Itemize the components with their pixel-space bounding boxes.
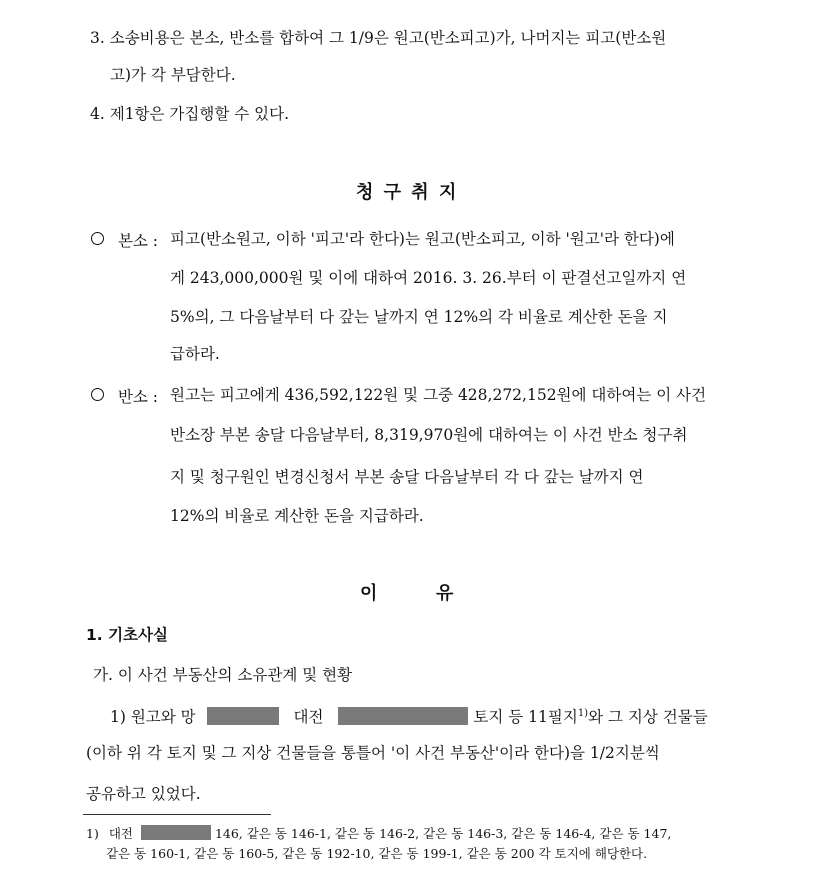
section-1-title: 1. 기초사실 (86, 626, 168, 644)
counter-claim-line-3: 지 및 청구원인 변경신청서 부본 송달 다음날부터 각 다 갚는 날까지 연 (170, 468, 644, 486)
para-1-line-1 (110, 707, 708, 726)
reason-heading-char-2: 유 (436, 583, 456, 604)
footnote-line-2: 같은 동 160-1, 같은 동 160-5, 같은 동 192-10, 같은 동 199-1, 같은 동 200 각 토지에 해당한다. (106, 846, 648, 861)
subsection-ga-title: 가. 이 사건 부동산의 소유관계 및 현황 (93, 666, 353, 684)
footnote-divider (83, 814, 271, 815)
counter-claim-line-2: 반소장 부본 송달 다음날부터, 8,319,970원에 대하여는 이 사건 반소 청구취 (170, 426, 688, 444)
para-1-line-3: 공유하고 있었다. (86, 785, 201, 803)
main-claim-line-3: 5%의, 그 다음날부터 다 갚는 날까지 연 12%의 각 비율로 계산한 돈을 지 (170, 308, 668, 326)
para-1-part-b: 대전 (293, 708, 324, 726)
main-claim-line-4: 급하라. (170, 345, 220, 363)
redaction-block (141, 825, 211, 840)
disposition-item-4: 4. 제1항은 가집행할 수 있다. (90, 105, 290, 123)
footnote-prefix: 대전 (108, 826, 133, 841)
main-claim-line-1: 피고(반소원고, 이하 '피고'라 한다)는 원고(반소피고, 이하 '원고'라 한다)에 (170, 230, 675, 248)
main-claim-label: 본소 : (117, 232, 159, 250)
disposition-item-3-line-1: 3. 소송비용은 본소, 반소를 합하여 그 1/9은 원고(반소피고)가, 나머지는 피고(반소원 (90, 29, 667, 47)
claim-heading: 청 구 취 지 (356, 182, 459, 203)
circle-bullet-icon (91, 232, 104, 245)
circle-bullet-icon (91, 388, 104, 401)
main-claim-header (91, 232, 158, 250)
footnote-mark: 1) (86, 826, 99, 841)
disposition-item-3-line-2: 고)가 각 부담한다. (110, 66, 236, 84)
reason-heading-char-1: 이 (360, 583, 380, 604)
para-1-part-a: 1) 원고와 망 (110, 708, 196, 726)
counter-claim-header (91, 388, 158, 406)
footnote-line-1 (86, 825, 671, 841)
counter-claim-line-1: 원고는 피고에게 436,592,122원 및 그중 428,272,152원에 대하여는 이 사건 (170, 386, 707, 404)
redaction-block (207, 707, 279, 725)
para-1-part-c: 토지 등 11필지 (473, 708, 578, 726)
counter-claim-line-4: 12%의 비율로 계산한 돈을 지급하라. (170, 507, 424, 525)
counter-claim-label: 반소 : (117, 388, 159, 406)
para-1-part-d: 와 그 지상 건물들 (588, 708, 708, 726)
main-claim-line-2: 게 243,000,000원 및 이에 대하여 2016. 3. 26.부터 이 판결선고일까지 연 (170, 269, 687, 287)
redaction-block (338, 707, 468, 725)
para-1-line-2: (이하 위 각 토지 및 그 지상 건물들을 통틀어 '이 사건 부동산'이라 한다)을 1/2지분씩 (86, 744, 660, 762)
footnote-line-1-text: 146, 같은 동 146-1, 같은 동 146-2, 같은 동 146-3, 같은 동 146-4, 같은 동 147, (214, 826, 672, 841)
footnote-ref[interactable]: 1) (577, 707, 589, 719)
